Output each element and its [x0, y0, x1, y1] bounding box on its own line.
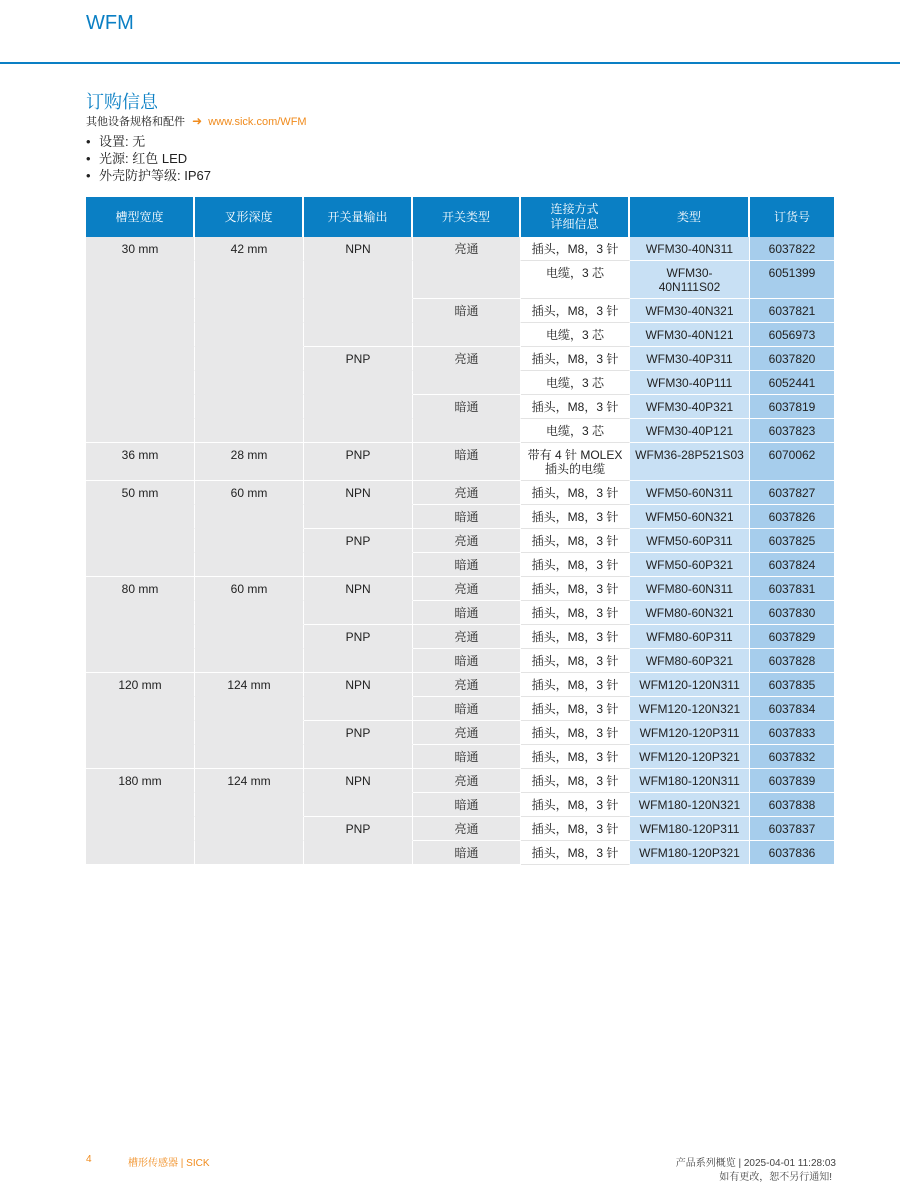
cell-type: WFM30- 40N111S02 — [630, 261, 750, 299]
cell-connection-type: 电缆，3 芯 — [521, 323, 630, 347]
cell-type: WFM80-60N311 — [630, 577, 750, 601]
cell-slot-width — [86, 371, 195, 395]
cell-part-number: 6037833 — [750, 721, 834, 745]
cell-switching-output: PNP — [304, 817, 413, 841]
cell-connection-type: 插头，M8，3 针 — [521, 673, 630, 697]
cell-type: WFM30-40N121 — [630, 323, 750, 347]
header-title: WFM — [86, 12, 134, 34]
cell-type: WFM36-28P521S03 — [630, 443, 750, 481]
cell-type: WFM180-120P311 — [630, 817, 750, 841]
cell-fork-depth — [195, 697, 304, 721]
cell-switching-mode: 暗通 — [413, 697, 521, 721]
cell-type: WFM120-120N311 — [630, 673, 750, 697]
table-row — [86, 553, 834, 577]
table-row — [86, 347, 834, 371]
cell-switching-mode — [413, 261, 521, 299]
table-row — [86, 481, 834, 505]
cell-type: WFM80-60P321 — [630, 649, 750, 673]
cell-type: WFM180-120N311 — [630, 769, 750, 793]
cell-type: WFM80-60N321 — [630, 601, 750, 625]
cell-fork-depth: 124 mm — [195, 769, 304, 793]
cell-part-number: 6051399 — [750, 261, 834, 299]
table-row — [86, 323, 834, 347]
cell-switching-mode: 亮通 — [413, 347, 521, 371]
cell-connection-type: 带有 4 针 MOLEX 插头的电缆 — [521, 443, 630, 481]
table-row — [86, 395, 834, 419]
cell-switching-output — [304, 649, 413, 673]
cell-switching-mode: 亮通 — [413, 625, 521, 649]
header-slot-width: 槽型宽度 — [86, 197, 195, 237]
cell-switching-mode: 暗通 — [413, 553, 521, 577]
cell-slot-width — [86, 625, 195, 649]
cell-slot-width — [86, 697, 195, 721]
cell-switching-output — [304, 323, 413, 347]
cell-slot-width — [86, 793, 195, 817]
table-row — [86, 577, 834, 601]
accessories-label: 其他设备规格和配件 — [86, 116, 185, 128]
cell-connection-type: 插头，M8，3 针 — [521, 769, 630, 793]
cell-connection-type: 电缆，3 芯 — [521, 261, 630, 299]
ordering-table — [86, 197, 834, 865]
cell-fork-depth — [195, 299, 304, 323]
cell-type: WFM30-40P121 — [630, 419, 750, 443]
cell-part-number: 6037819 — [750, 395, 834, 419]
cell-slot-width — [86, 261, 195, 299]
cell-slot-width — [86, 419, 195, 443]
cell-switching-mode: 亮通 — [413, 529, 521, 553]
table-row — [86, 237, 834, 261]
cell-type: WFM180-120N321 — [630, 793, 750, 817]
cell-connection-type: 插头，M8，3 针 — [521, 649, 630, 673]
cell-fork-depth — [195, 721, 304, 745]
cell-switching-mode: 暗通 — [413, 505, 521, 529]
cell-fork-depth: 60 mm — [195, 481, 304, 505]
cell-fork-depth — [195, 649, 304, 673]
header-part-number: 订货号 — [750, 197, 834, 237]
cell-fork-depth — [195, 817, 304, 841]
cell-switching-mode: 暗通 — [413, 745, 521, 769]
feature-item: • 设置: 无 — [86, 134, 146, 149]
cell-switching-mode — [413, 419, 521, 443]
cell-type: WFM80-60P311 — [630, 625, 750, 649]
cell-type: WFM30-40N311 — [630, 237, 750, 261]
header-connection-type: 连接方式 详细信息 — [521, 197, 630, 237]
header-fork-depth: 叉形深度 — [195, 197, 304, 237]
cell-fork-depth — [195, 419, 304, 443]
cell-switching-output: PNP — [304, 529, 413, 553]
table-row — [86, 419, 834, 443]
table-row — [86, 625, 834, 649]
cell-slot-width: 50 mm — [86, 481, 195, 505]
table-row — [86, 793, 834, 817]
cell-fork-depth — [195, 529, 304, 553]
cell-switching-output — [304, 793, 413, 817]
cell-slot-width — [86, 395, 195, 419]
footer-disclaimer: 如有更改，恕不另行通知! — [719, 1172, 832, 1183]
cell-connection-type: 插头，M8，3 针 — [521, 481, 630, 505]
table-row — [86, 371, 834, 395]
cell-fork-depth — [195, 793, 304, 817]
table-row — [86, 769, 834, 793]
cell-fork-depth — [195, 323, 304, 347]
bullet-icon: • — [86, 134, 91, 149]
cell-fork-depth: 28 mm — [195, 443, 304, 481]
cell-switching-mode: 暗通 — [413, 601, 521, 625]
cell-part-number: 6037831 — [750, 577, 834, 601]
cell-switching-output: NPN — [304, 673, 413, 697]
cell-switching-output: NPN — [304, 769, 413, 793]
cell-slot-width — [86, 529, 195, 553]
table-row — [86, 529, 834, 553]
cell-switching-output — [304, 697, 413, 721]
cell-switching-mode: 暗通 — [413, 299, 521, 323]
cell-fork-depth: 60 mm — [195, 577, 304, 601]
cell-slot-width: 80 mm — [86, 577, 195, 601]
cell-fork-depth — [195, 395, 304, 419]
table-row — [86, 299, 834, 323]
header-type: 类型 — [630, 197, 750, 237]
product-link[interactable]: www.sick.com/WFM — [208, 116, 307, 128]
cell-connection-type: 插头，M8，3 针 — [521, 817, 630, 841]
cell-connection-type: 插头，M8，3 针 — [521, 505, 630, 529]
cell-switching-mode: 亮通 — [413, 237, 521, 261]
cell-fork-depth — [195, 625, 304, 649]
table-row — [86, 261, 834, 299]
cell-switching-output — [304, 601, 413, 625]
cell-switching-mode: 暗通 — [413, 649, 521, 673]
arrow-right-icon: ➜ — [192, 114, 203, 128]
cell-connection-type: 电缆，3 芯 — [521, 419, 630, 443]
cell-type: WFM50-60P311 — [630, 529, 750, 553]
cell-type: WFM120-120N321 — [630, 697, 750, 721]
cell-switching-output: NPN — [304, 577, 413, 601]
section-title: 订购信息 — [86, 92, 158, 112]
cell-connection-type: 插头，M8，3 针 — [521, 721, 630, 745]
cell-switching-output: PNP — [304, 625, 413, 649]
footer-overview: 产品系列概览 | 2025-04-01 11:28:03 — [675, 1158, 836, 1169]
cell-switching-mode: 暗通 — [413, 841, 521, 865]
cell-part-number: 6037832 — [750, 745, 834, 769]
feature-item: • 外壳防护等级: IP67 — [86, 168, 211, 183]
bullet-icon: • — [86, 168, 91, 183]
cell-slot-width — [86, 601, 195, 625]
cell-part-number: 6037826 — [750, 505, 834, 529]
cell-slot-width — [86, 841, 195, 865]
table-row — [86, 745, 834, 769]
cell-switching-output — [304, 505, 413, 529]
cell-switching-mode: 亮通 — [413, 721, 521, 745]
cell-switching-output: PNP — [304, 347, 413, 371]
cell-switching-output: PNP — [304, 443, 413, 481]
cell-part-number: 6037820 — [750, 347, 834, 371]
cell-type: WFM50-60N321 — [630, 505, 750, 529]
table-header-row — [86, 197, 834, 237]
cell-type: WFM30-40N321 — [630, 299, 750, 323]
cell-fork-depth — [195, 347, 304, 371]
cell-switching-mode: 亮通 — [413, 577, 521, 601]
table-row — [86, 649, 834, 673]
cell-part-number: 6037829 — [750, 625, 834, 649]
cell-part-number: 6037835 — [750, 673, 834, 697]
cell-connection-type: 电缆，3 芯 — [521, 371, 630, 395]
cell-switching-mode — [413, 323, 521, 347]
cell-slot-width — [86, 745, 195, 769]
cell-fork-depth — [195, 745, 304, 769]
cell-part-number: 6037823 — [750, 419, 834, 443]
cell-part-number: 6052441 — [750, 371, 834, 395]
cell-switching-output — [304, 419, 413, 443]
cell-switching-output — [304, 261, 413, 299]
table-row — [86, 841, 834, 865]
cell-switching-output — [304, 395, 413, 419]
cell-slot-width — [86, 649, 195, 673]
cell-switching-output — [304, 553, 413, 577]
cell-switching-output — [304, 299, 413, 323]
header-rule — [0, 62, 900, 64]
cell-part-number: 6037825 — [750, 529, 834, 553]
cell-part-number: 6037836 — [750, 841, 834, 865]
cell-type: WFM120-120P321 — [630, 745, 750, 769]
feature-item: • 光源: 红色 LED — [86, 151, 188, 166]
bullet-icon: • — [86, 151, 91, 166]
cell-connection-type: 插头，M8，3 针 — [521, 577, 630, 601]
cell-part-number: 6070062 — [750, 443, 834, 481]
cell-part-number: 6037839 — [750, 769, 834, 793]
cell-connection-type: 插头，M8，3 针 — [521, 395, 630, 419]
table-row — [86, 817, 834, 841]
cell-switching-output — [304, 745, 413, 769]
cell-slot-width: 36 mm — [86, 443, 195, 481]
cell-connection-type: 插头，M8，3 针 — [521, 299, 630, 323]
cell-part-number: 6037821 — [750, 299, 834, 323]
cell-part-number: 6037830 — [750, 601, 834, 625]
table-row — [86, 601, 834, 625]
cell-part-number: 6037822 — [750, 237, 834, 261]
cell-connection-type: 插头，M8，3 针 — [521, 237, 630, 261]
cell-switching-mode: 亮通 — [413, 481, 521, 505]
accessories-line — [86, 113, 307, 129]
cell-switching-mode: 暗通 — [413, 395, 521, 419]
cell-connection-type: 插头，M8，3 针 — [521, 347, 630, 371]
cell-slot-width — [86, 721, 195, 745]
cell-slot-width: 120 mm — [86, 673, 195, 697]
cell-switching-output: PNP — [304, 721, 413, 745]
ordering-table-wrapper — [86, 197, 834, 865]
cell-part-number: 6037827 — [750, 481, 834, 505]
cell-fork-depth — [195, 553, 304, 577]
cell-switching-mode: 暗通 — [413, 443, 521, 481]
cell-type: WFM50-60P321 — [630, 553, 750, 577]
table-row — [86, 673, 834, 697]
cell-connection-type: 插头，M8，3 针 — [521, 529, 630, 553]
cell-part-number: 6056973 — [750, 323, 834, 347]
table-row — [86, 721, 834, 745]
cell-slot-width — [86, 505, 195, 529]
cell-type: WFM30-40P321 — [630, 395, 750, 419]
cell-fork-depth — [195, 601, 304, 625]
header-switching-output: 开关量输出 — [304, 197, 413, 237]
cell-slot-width: 180 mm — [86, 769, 195, 793]
cell-switching-mode — [413, 371, 521, 395]
cell-part-number: 6037837 — [750, 817, 834, 841]
cell-part-number: 6037834 — [750, 697, 834, 721]
cell-switching-output: NPN — [304, 481, 413, 505]
cell-connection-type: 插头，M8，3 针 — [521, 601, 630, 625]
footer-category: 槽形传感器 | SICK — [128, 1158, 210, 1169]
cell-slot-width — [86, 347, 195, 371]
cell-switching-output: NPN — [304, 237, 413, 261]
table-body — [86, 237, 834, 865]
cell-fork-depth — [195, 841, 304, 865]
cell-connection-type: 插头，M8，3 针 — [521, 697, 630, 721]
feature-list — [86, 133, 211, 184]
table-row — [86, 697, 834, 721]
cell-type: WFM180-120P321 — [630, 841, 750, 865]
cell-switching-output — [304, 371, 413, 395]
cell-connection-type: 插头，M8，3 针 — [521, 745, 630, 769]
cell-connection-type: 插头，M8，3 针 — [521, 793, 630, 817]
cell-fork-depth — [195, 505, 304, 529]
cell-part-number: 6037824 — [750, 553, 834, 577]
cell-slot-width: 30 mm — [86, 237, 195, 261]
cell-slot-width — [86, 299, 195, 323]
cell-part-number: 6037828 — [750, 649, 834, 673]
cell-switching-output — [304, 841, 413, 865]
cell-type: WFM30-40P311 — [630, 347, 750, 371]
cell-connection-type: 插头，M8，3 针 — [521, 553, 630, 577]
cell-slot-width — [86, 817, 195, 841]
cell-fork-depth: 42 mm — [195, 237, 304, 261]
cell-type: WFM120-120P311 — [630, 721, 750, 745]
cell-type: WFM30-40P111 — [630, 371, 750, 395]
table-row — [86, 443, 834, 481]
cell-type: WFM50-60N311 — [630, 481, 750, 505]
cell-switching-mode: 亮通 — [413, 817, 521, 841]
cell-fork-depth — [195, 371, 304, 395]
header-switching-mode: 开关类型 — [413, 197, 521, 237]
cell-slot-width — [86, 553, 195, 577]
page-number: 4 — [86, 1154, 92, 1165]
cell-connection-type: 插头，M8，3 针 — [521, 841, 630, 865]
cell-slot-width — [86, 323, 195, 347]
cell-fork-depth: 124 mm — [195, 673, 304, 697]
cell-part-number: 6037838 — [750, 793, 834, 817]
cell-switching-mode: 亮通 — [413, 673, 521, 697]
cell-fork-depth — [195, 261, 304, 299]
cell-switching-mode: 暗通 — [413, 793, 521, 817]
cell-switching-mode: 亮通 — [413, 769, 521, 793]
table-row — [86, 505, 834, 529]
cell-connection-type: 插头，M8，3 针 — [521, 625, 630, 649]
